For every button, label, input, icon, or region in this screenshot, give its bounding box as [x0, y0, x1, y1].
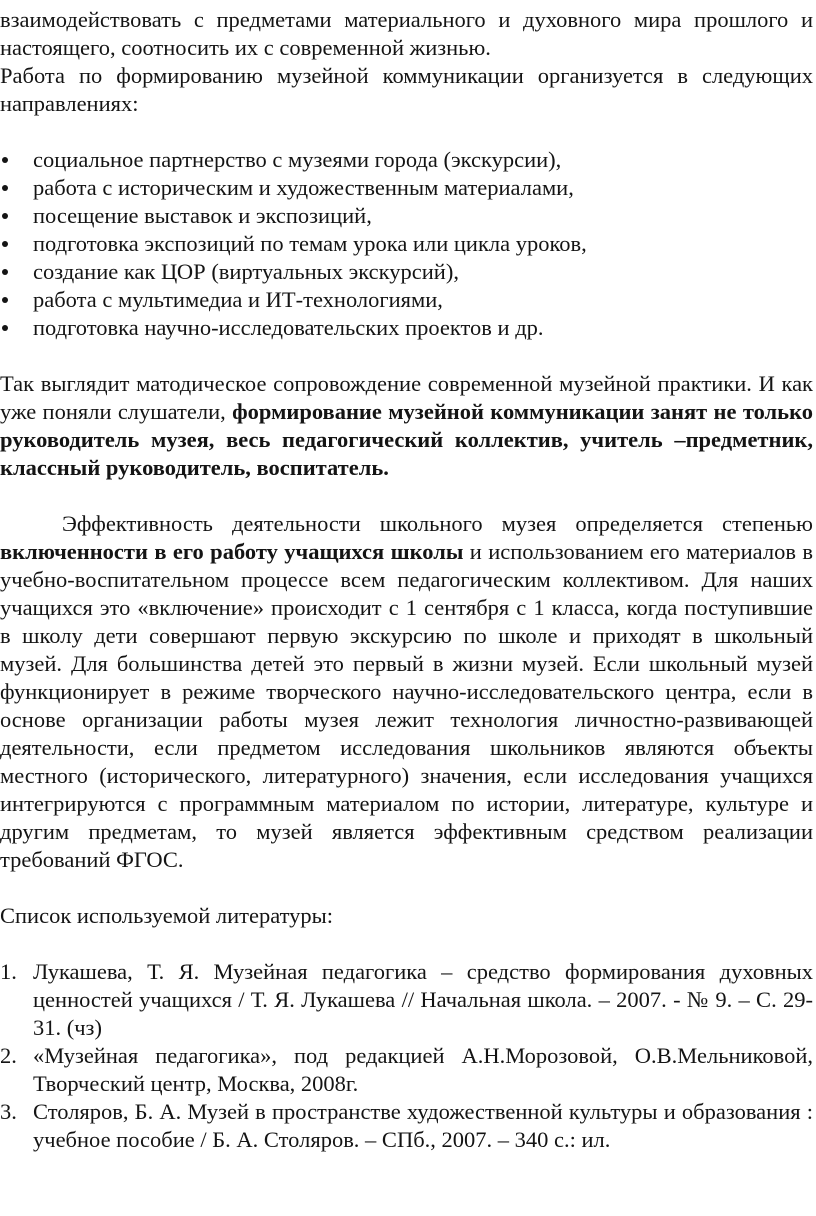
- reference-item: [0, 958, 813, 1042]
- bullet-icon: [2, 185, 8, 191]
- list-item-text: работа с мультимедиа и ИТ-технологиями,: [33, 287, 443, 312]
- list-item: [0, 202, 813, 230]
- bullet-icon: [2, 241, 8, 247]
- effectiveness-bold-text: включенности в его работу учащихся школы: [0, 539, 464, 564]
- references-list: [0, 958, 813, 1154]
- effectiveness-body: и использованием его материалов в учебно-воспитательном процессе всем педагогическим коллективом. Для наших учащихся это «включение» происходит с 1 сентября с 1 класса, когда поступившие в школу дети совершают первую экскурсию по школе и приходят в школьный музей. Для большинства детей это первый в жизни музей. Если школьный музей функционирует в режиме творческого научно-исследовательского центра, если в основе организации работы музея лежит технология личностно-развивающей деятельности, если предметом исследования школьников являются объекты местного (исторического, литературного) значения, если исследования учащихся интегрируются с программным материалом по истории, литературе, культуре и другим предметам, то музей является эффективным средством реализации требований ФГОС.: [0, 539, 813, 872]
- effectiveness-paragraph: [0, 510, 813, 874]
- list-item-text: подготовка экспозиций по темам урока или цикла уроков,: [33, 231, 587, 256]
- document-page: [0, 6, 813, 1154]
- bullet-icon: [2, 269, 8, 275]
- list-item: [0, 174, 813, 202]
- reference-text: «Музейная педагогика», под редакцией А.Н.Морозовой, О.В.Мельниковой, Творческий центр, Москва, 2008г.: [33, 1043, 813, 1096]
- bullet-icon: [2, 157, 8, 163]
- reference-text: Столяров, Б. А. Музей в пространстве художественной культуры и образования : учебное пособие / Б. А. Столяров. – СПб., 2007. – 340 с.: ил.: [33, 1099, 813, 1152]
- list-item: [0, 314, 813, 342]
- references-heading: Список используемой литературы:: [0, 903, 334, 928]
- reference-number: 3.: [0, 1099, 17, 1124]
- summary-paragraph: [0, 370, 813, 482]
- directions-intro: Работа по формированию музейной коммуникации организуется в следующих направлениях:: [0, 63, 813, 116]
- reference-text: Лукашева, Т. Я. Музейная педагогика – средство формирования духовных ценностей учащихся / Т. Я. Лукашева // Начальная школа. – 2007. - № 9. – С. 29-31. (чз): [33, 959, 813, 1040]
- list-item: [0, 230, 813, 258]
- bullet-icon: [2, 213, 8, 219]
- bullet-icon: [2, 325, 8, 331]
- list-item-text: подготовка научно-исследовательских проектов и др.: [33, 315, 544, 340]
- list-item-text: создание как ЦОР (виртуальных экскурсий),: [33, 259, 459, 284]
- summary-text: Так выглядит матодическое сопровождение современной музейной практики. И как уже поняли слушатели,: [0, 371, 813, 424]
- list-item-text: посещение выставок и экспозиций,: [33, 203, 372, 228]
- summary-bold-text: формирование музейной коммуникации занят не только руководитель музея, весь педагогический коллектив, учитель –предметник, классный руководитель, воспитатель.: [0, 399, 813, 480]
- reference-number: 1.: [0, 959, 17, 984]
- reference-number: 2.: [0, 1043, 17, 1068]
- list-item: [0, 286, 813, 314]
- bullet-icon: [2, 297, 8, 303]
- effectiveness-lead: Эффективность деятельности школьного музея определяется степенью: [62, 511, 813, 536]
- reference-item: [0, 1098, 813, 1154]
- list-item: [0, 146, 813, 174]
- intro-continuation: взаимодействовать с предметами материального и духовного мира прошлого и настоящего, соотносить их с современной жизнью.: [0, 7, 813, 60]
- list-item-text: социальное партнерство с музеями города (экскурсии),: [33, 147, 562, 172]
- directions-list: [0, 146, 813, 342]
- reference-item: [0, 1042, 813, 1098]
- list-item: [0, 258, 813, 286]
- list-item-text: работа с историческим и художественным материалами,: [33, 175, 574, 200]
